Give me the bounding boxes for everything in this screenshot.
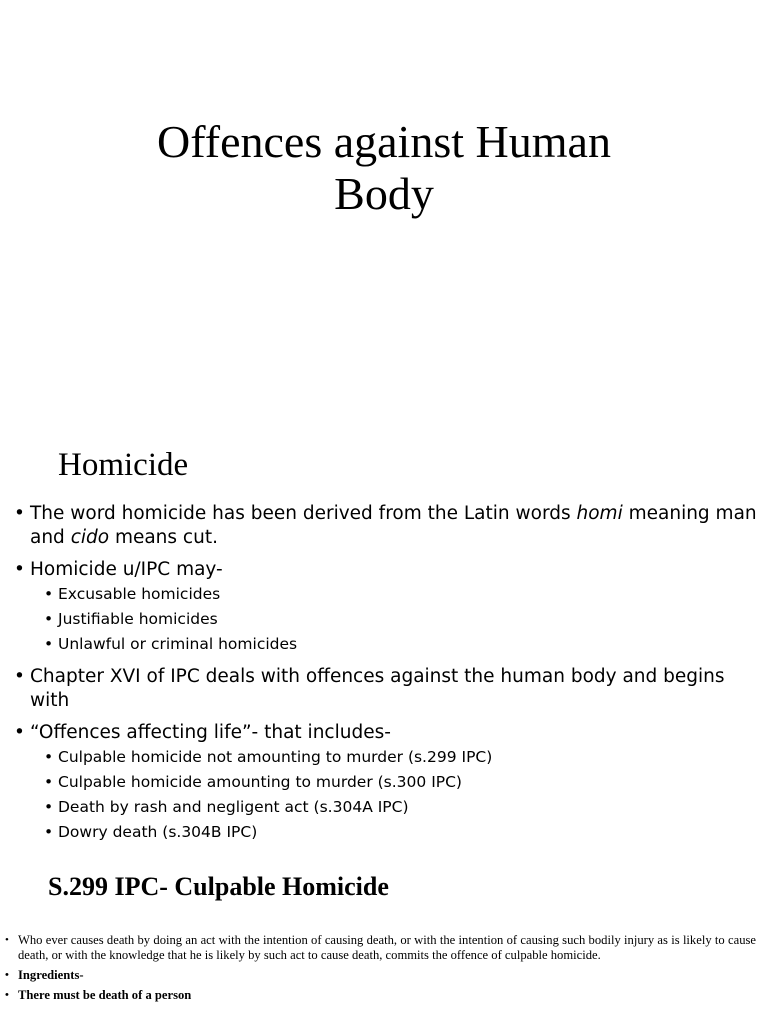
bullet-item: • “Offences affecting life”- that includes- <box>0 721 768 745</box>
bullet-item: • Homicide u/IPC may- <box>0 558 768 582</box>
culpable-homicide-slide <box>0 850 768 1024</box>
sub-bullet-item: • Dowry death (s.304B IPC) <box>0 820 768 845</box>
sub-bullet-item: • Culpable homicide not amounting to murder (s.299 IPC) <box>0 745 768 770</box>
slide-title <box>0 116 768 220</box>
ingredient-item: • There must be death of a person <box>0 988 768 1003</box>
ingredients-bullet: • Ingredients- <box>0 968 768 983</box>
title-slide <box>0 0 768 430</box>
bullet-item: • Chapter XVI of IPC deals with offences against the human body and begins with <box>0 665 768 713</box>
latin-word-homi: homi <box>576 503 623 524</box>
sub-bullet-item: • Culpable homicide amounting to murder (s.300 IPC) <box>0 770 768 795</box>
sub-bullet-item: • Justifiable homicides <box>0 607 768 632</box>
homicide-slide <box>0 430 768 850</box>
latin-word-cido: cido <box>70 527 110 548</box>
slide-heading: S.299 IPC- Culpable Homicide <box>48 872 389 901</box>
sub-bullet-item: • Excusable homicides <box>0 582 768 607</box>
definition-bullet: • Who ever causes death by doing an act with the intention of causing death, or with the intention of causing such bodily injury as is likely to cause death, or with the knowledge that he is likely by such act to cause death, commits the offence of culpable homicide. <box>0 933 768 963</box>
bullet-text: meaning man and <box>30 503 757 548</box>
bullet-list <box>0 502 768 845</box>
bullet-list <box>0 933 768 1008</box>
bullet-text: The word homicide has been derived from the Latin words <box>30 503 577 524</box>
slide-title-line-1: Offences against Human <box>157 116 611 167</box>
sub-bullet-item: • Unlawful or criminal homicides <box>0 632 768 657</box>
slide-title-line-2: Body <box>334 168 434 219</box>
sub-bullet-item: • Death by rash and negligent act (s.304A IPC) <box>0 795 768 820</box>
slide-heading: Homicide <box>58 447 189 483</box>
bullet-text: means cut. <box>109 527 218 548</box>
bullet-item <box>0 502 768 550</box>
